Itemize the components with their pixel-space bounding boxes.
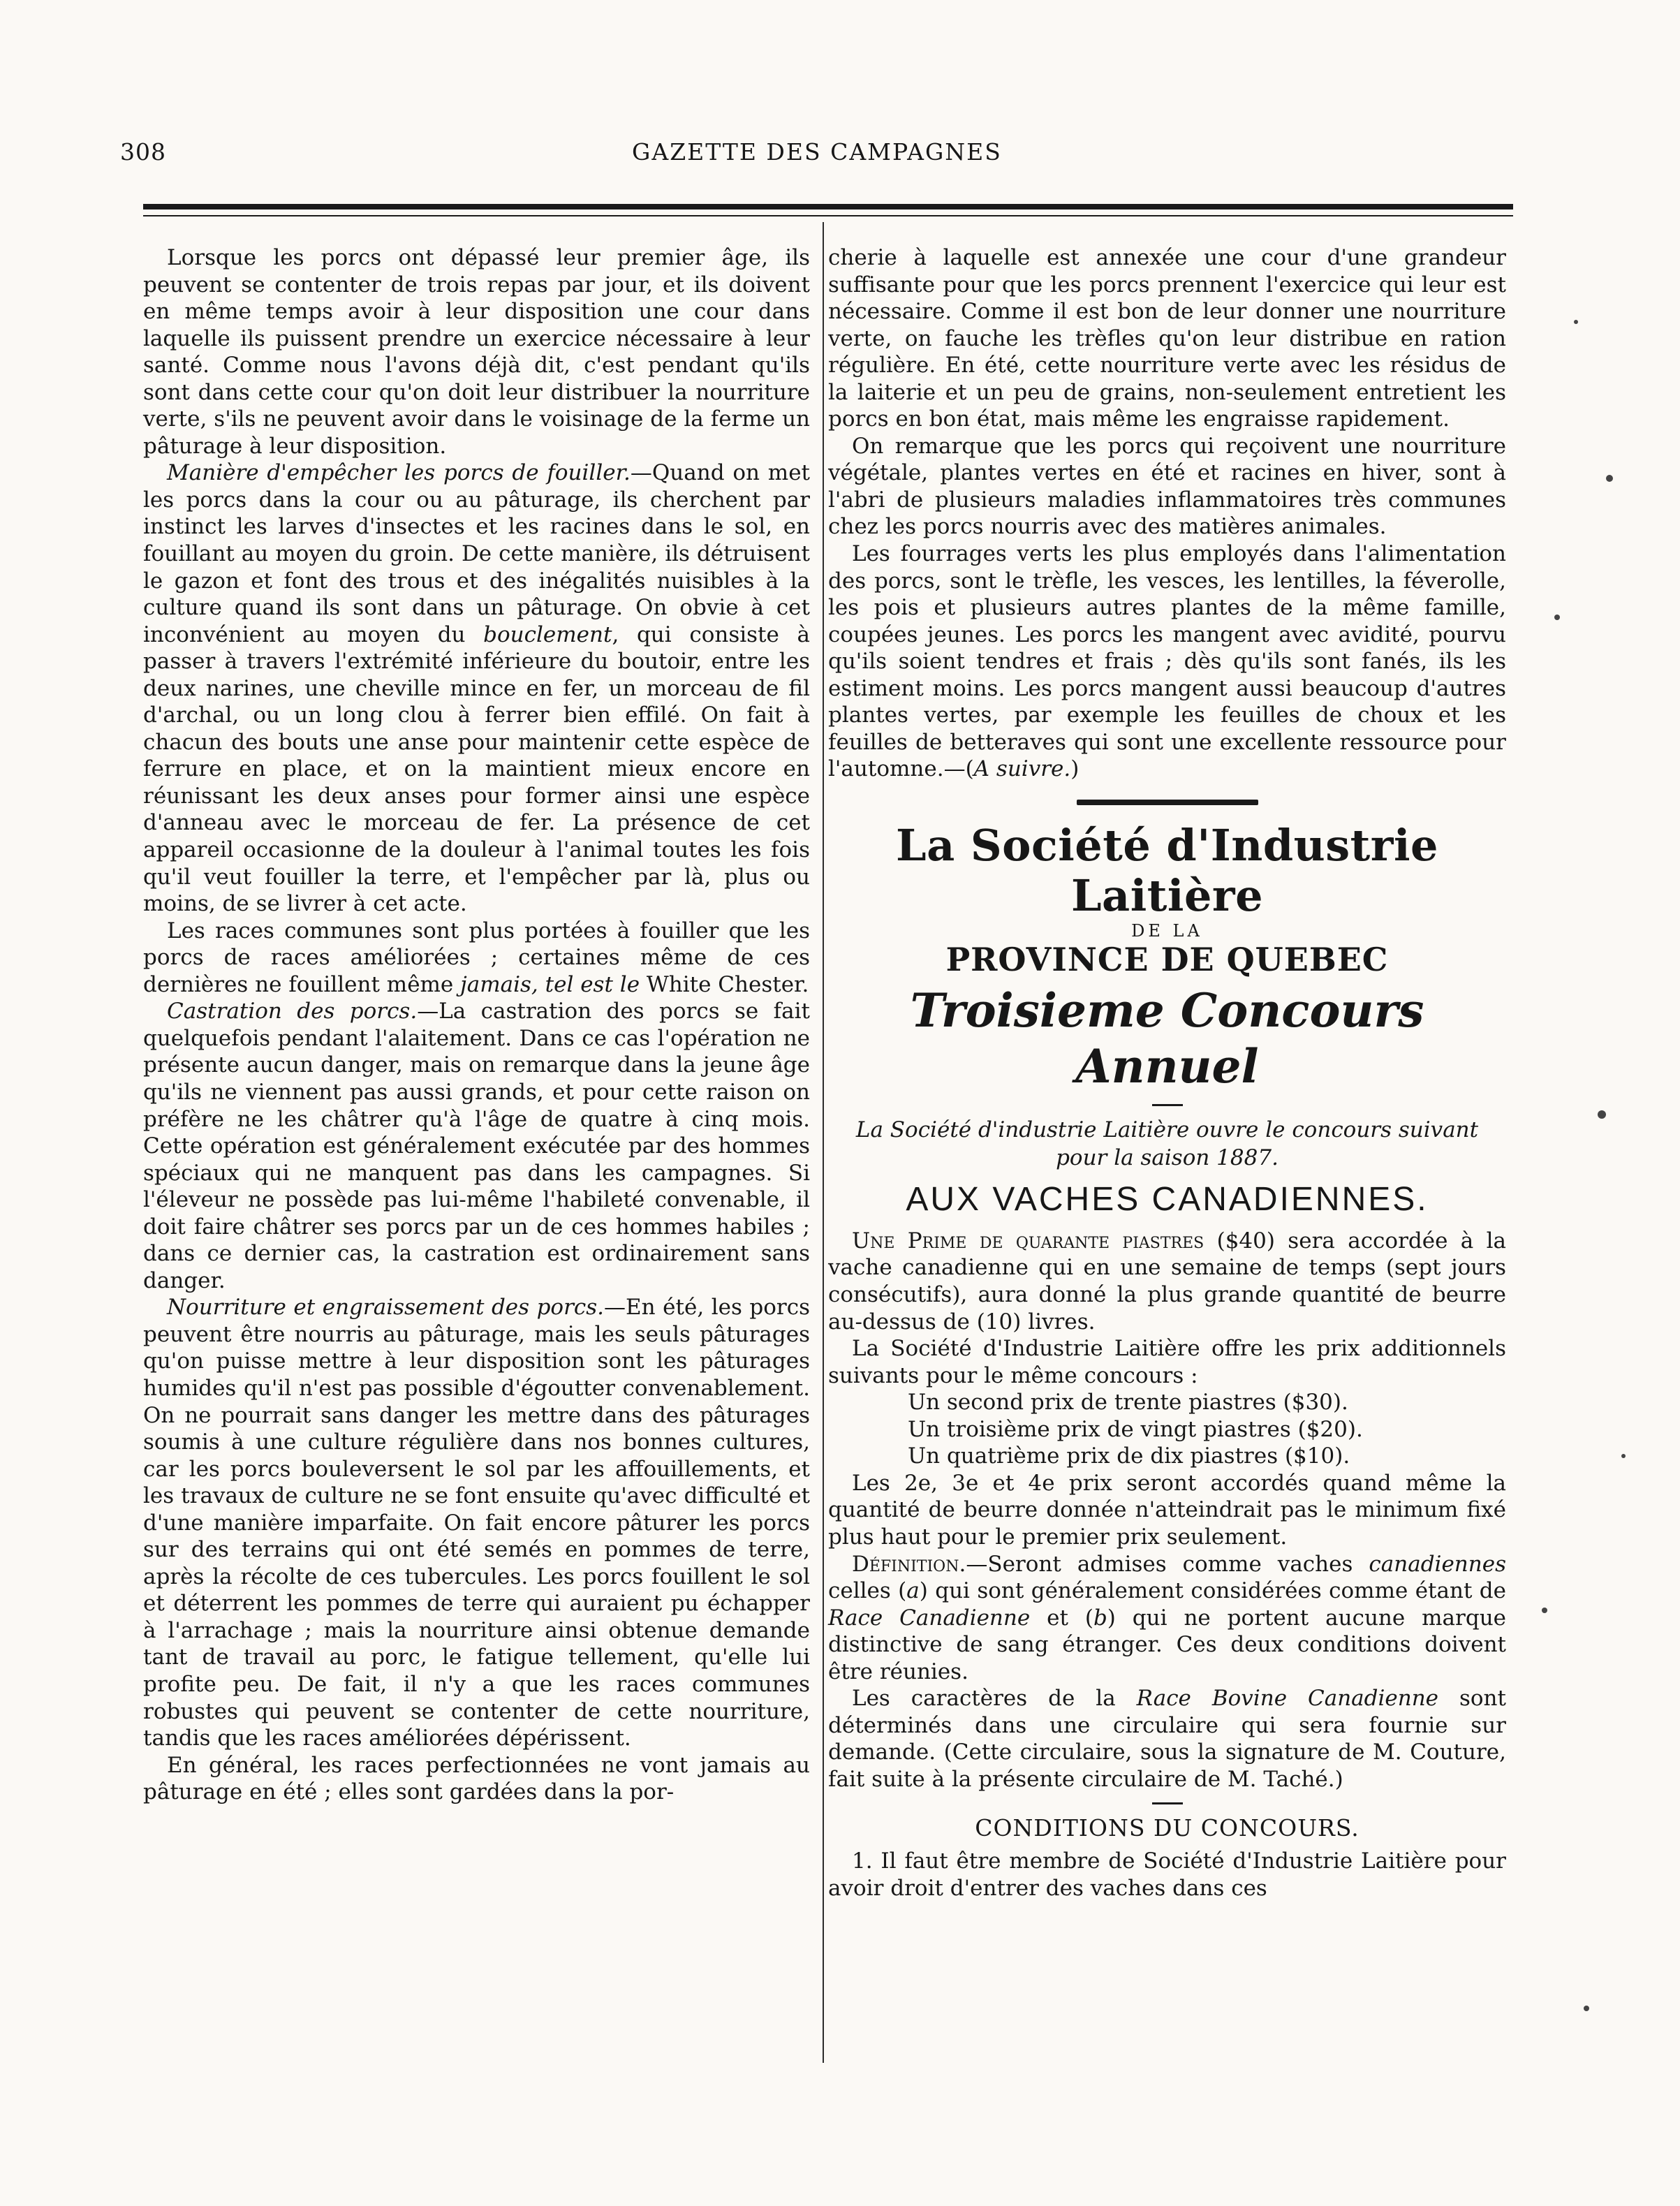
paragraph: En général, les races perfectionnées ne vont jamais au pâturage en été ; elles sont gardées dans la por- [143, 1752, 810, 1805]
paragraph [828, 541, 1506, 783]
scan-speck [1554, 615, 1560, 620]
paragraph-text: sont déterminés dans une circulaire qui sera fournie sur demande. (Cette circulaire, sous la signature de M. Couture, fait suite à la présente circulaire de M. Taché.) [828, 1686, 1506, 1792]
italic-term: jamais, tel est le [460, 971, 640, 997]
paragraph [143, 1294, 810, 1751]
paragraph: On remarque que les porcs qui reçoivent une nourriture végétale, plantes vertes en été et racines en hiver, sont à l'abri de plusieurs maladies inflammatoires très communes chez les porcs nourris avec des matières animales. [828, 433, 1506, 540]
scan-speck [1584, 2006, 1589, 2011]
paragraph-text: —Seront admises comme vaches [966, 1551, 1369, 1577]
definition-label: Définition. [852, 1551, 966, 1577]
scan-speck [1574, 320, 1578, 324]
notice-intro-line: La Société d'industrie Laitière ouvre le concours suivant [855, 1117, 1479, 1142]
scan-speck [1621, 1454, 1626, 1458]
paragraph [828, 1685, 1506, 1793]
prize-list [828, 1389, 1506, 1470]
italic-term: b [1093, 1605, 1107, 1631]
scan-speck [1542, 1608, 1547, 1613]
paragraph-text: Les caractères de la [852, 1686, 1137, 1712]
running-head: GAZETTE DES CAMPAGNES [632, 138, 1002, 166]
paragraph [143, 918, 810, 999]
paragraph-text: ) [1070, 756, 1080, 782]
paragraph: La Société d'Industrie Laitière offre les prix additionnels suivants pour le même concours : [828, 1336, 1506, 1388]
paragraph-lead: Nourriture et engraissement des porcs. [167, 1295, 605, 1321]
page-number: 308 [120, 138, 166, 166]
paragraph-text: ($40) sera accordée à la vache canadienne qui en une semaine de temps (sept jours consécutifs), aura donné la plus grande quantité de beurre au-dessus de (10) livres. [828, 1228, 1506, 1334]
paragraph-text: —Quand on met les porcs dans la cour ou au pâturage, ils cherchent par instinct les larves d'insectes et les racines dans le sol, en fouillant au moyen du groin. De cette manière, ils détruisent le gazon et font des trous et des inégalités nuisibles à la culture quand ils sont dans un pâturage. On obvie à cet inconvénient au moyen du [143, 460, 810, 647]
paragraph: 1. Il faut être membre de Société d'Industrie Laitière pour avoir droit d'entrer des vaches dans ces [828, 1848, 1506, 1901]
paragraph-lead: Castration des porcs. [167, 999, 418, 1024]
paragraph-text: celles ( [828, 1578, 907, 1604]
italic-term: A suivre. [973, 756, 1071, 782]
notice-concours-title: Troisieme Concours Annuel [910, 983, 1424, 1094]
paragraph-text: —En été, les porcs peuvent être nourris au pâturage, mais les seuls pâturages qu'on puisse mettre à leur disposition sont les pâturages humides qu'il n'est pas possible d'égoutter convenablement. On ne pourrait sans danger les mettre dans des pâturages soumis à une culture régulière dans nos bonnes cultures, car les porcs bouleversent le sol par les affouillements, et les travaux de culture ne se font ensuite qu'avec difficulté et d'une manière imparfaite. On fait encore pâturer les porcs sur des terrains qui ont été semés en pommes de terre, après la récolte de ces tubercules. Les porcs fouillent le sol et déterrent les pommes de terre qui auraient pu échapper à l'arrachage ; mais la nourriture ainsi obtenue demande tant de travail au porc, le fatigue tellement, qu'elle lui profite peu. De fait, il n'y a que les races communes robustes qui peuvent se contenter de cette nourriture, tandis que les races améliorées dépérissent. [143, 1295, 810, 1751]
right-column [828, 244, 1506, 1902]
paragraph: cherie à laquelle est annexée une cour d'une grandeur suffisante pour que les porcs prennent l'exercice qui leur est nécessaire. Comme il est bon de leur donner une nourriture verte, on fauche les trèfles qu'on leur distribue en ration régulière. En été, cette nourriture verte avec les résidus de la laiterie et un peu de grains, non-seulement entretient les porcs en bon état, mais même les engraisse rapidement. [828, 245, 1506, 432]
scan-speck [1598, 1110, 1606, 1119]
paragraph-text: Les fourrages verts les plus employés dans l'alimentation des porcs, sont le trèfle, les vesces, les lentilles, la féverolle, les pois et plusieurs autres plantes de la même famille, coupées jeunes. Les porcs les mangent avec avidité, pourvu qu'ils soient tendres et frais ; dès qu'ils sont fanés, ils les estiment moins. Les porcs mangent aussi beaucoup d'autres plantes vertes, par exemple les feuilles de choux et les feuilles de betteraves qui sont une excellente ressource pour l'automne.—( [828, 541, 1506, 782]
italic-term: canadiennes [1369, 1551, 1506, 1577]
paragraph-text: ) qui sont généralement considérées comme étant de [919, 1578, 1506, 1604]
prime-smallcaps: Une Prime de quarante piastres [852, 1228, 1204, 1253]
paragraph: Lorsque les porcs ont dépassé leur premier âge, ils peuvent se contenter de trois repas par jour, et ils doivent en même temps avoir à leur disposition une cour dans laquelle ils puissent prendre un exercice nécessaire à leur santé. Comme nous l'avons déjà dit, c'est pendant qu'ils sont dans cette cour qu'on doit leur distribuer la nourriture verte, s'ils ne peuvent avoir dans le voisinage de la ferme un pâturage à leur disposition. [143, 245, 810, 459]
scan-speck [1606, 475, 1613, 482]
paragraph-text: ) qui ne portent aucune marque distinctive de sang étranger. Ces deux conditions doivent être réunies. [828, 1605, 1507, 1684]
paragraph-text: et ( [1030, 1605, 1093, 1631]
italic-term: a [906, 1578, 920, 1604]
short-rule [1152, 1802, 1183, 1804]
paragraph: Les 2e, 3e et 4e prix seront accordés quand même la quantité de beurre donnée n'atteindrait pas le minimum fixé plus haut pour le premier prix seulement. [828, 1470, 1506, 1550]
italic-term: Race Bovine Canadienne [1136, 1686, 1439, 1712]
paragraph-lead: Manière d'empêcher les porcs de fouiller. [167, 460, 631, 486]
paragraph [828, 1551, 1506, 1686]
paragraph [143, 459, 810, 917]
notice-heading: AUX VACHES CANADIENNES. [906, 1180, 1429, 1218]
paragraph-text: —La castration des porcs se fait quelquefois pendant l'alaitement. Dans ce cas l'opération ne présente aucun danger, mais on remarque dans la jeune âge qu'ils ne viennent pas aussi grands, et pour cette raison on préfère ne les châtrer qu'à l'âge de quatre à cinq mois. Cette opération est généralement exécutée par des hommes spéciaux qui ne manquent pas dans les campagnes. Si l'éleveur ne possède pas lui-même l'habileté convenable, il doit faire châtrer ses porcs par un de ces hommes habiles ; dans ce dernier cas, la castration est ordinairement sans danger. [143, 999, 810, 1293]
paragraph-text: Les races communes sont plus portées à fouiller que les porcs de races améliorées ; certaines même de ces dernières ne fouillent même [143, 918, 810, 997]
prize-item: Un troisième prix de vingt piastres ($20). [908, 1416, 1363, 1442]
left-column [143, 244, 810, 1806]
section-rule [1077, 800, 1258, 805]
notice-title: La Société d'Industrie Laitière [896, 819, 1438, 921]
notice-province: PROVINCE DE QUEBEC [945, 940, 1389, 978]
notice-intro-line: pour la saison 1887. [1056, 1145, 1279, 1170]
paragraph [143, 998, 810, 1294]
paragraph-text: White Chester. [640, 971, 809, 997]
header-rule [143, 204, 1513, 209]
italic-term: Race Canadienne [828, 1605, 1031, 1631]
header-rule-thin [143, 215, 1513, 216]
italic-term: bouclement [483, 622, 612, 647]
paragraph-text: , qui consiste à passer à travers l'extrémité inférieure du boutoir, entre les deux narines, une cheville mince en fer, un morceau de fil d'archal, ou un long clou à ferrer bien effilé. On fait à chacun des bouts une anse pour maintenir cette espèce de ferrure en place, et on la maintient mieux encore en réunissant les deux anses pour former ainsi une espèce d'anneau avec le morceau de fer. La présence de cet appareil occasionne de la douleur à l'animal toutes les fois qu'il veut fouiller la terre, et l'empêcher par là, plus ou moins, de se livrer à cet acte. [143, 622, 811, 917]
column-divider [823, 222, 824, 2063]
conditions-heading: CONDITIONS DU CONCOURS. [975, 1814, 1360, 1842]
short-rule [1152, 1104, 1183, 1106]
notice-subtitle: DE LA [1131, 920, 1203, 941]
prize-item: Un second prix de trente piastres ($30). [908, 1390, 1348, 1415]
notice-intro [828, 1116, 1506, 1172]
paragraph [828, 1228, 1506, 1335]
prize-item: Un quatrième prix de dix piastres ($10). [908, 1443, 1350, 1469]
